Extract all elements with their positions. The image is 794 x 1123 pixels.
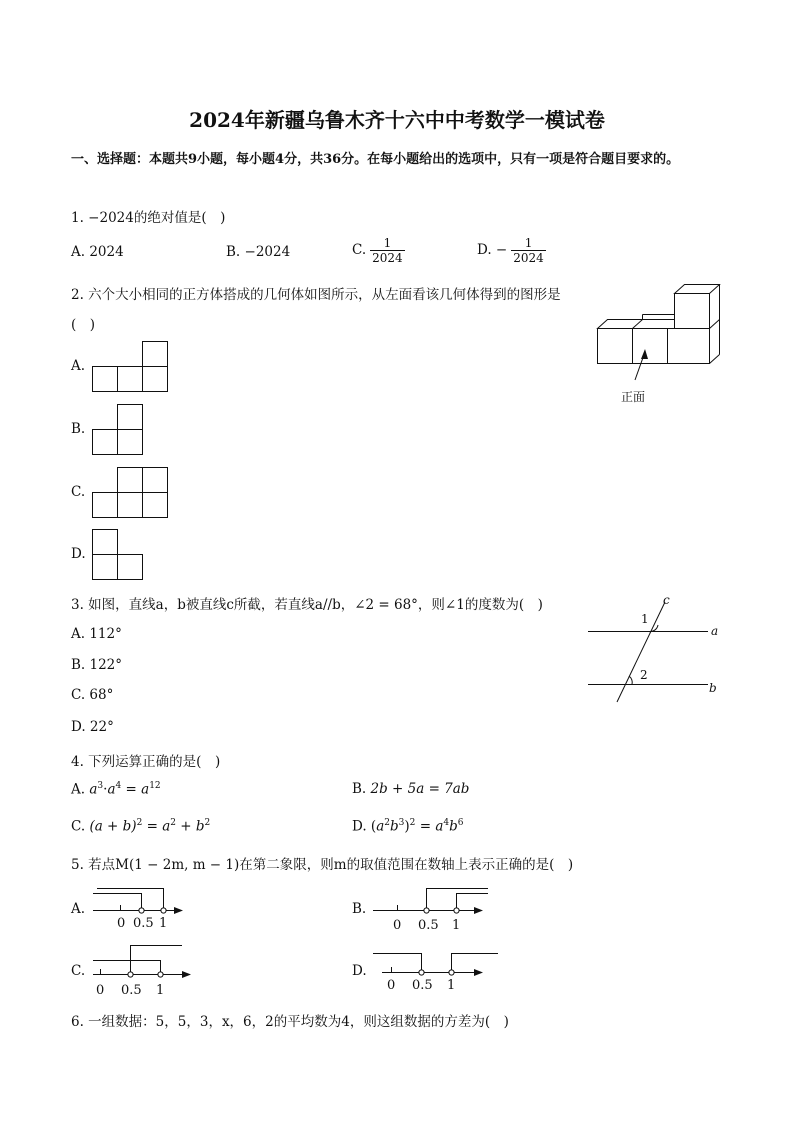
arrow-head-icon — [474, 907, 483, 914]
q5c-tick-05: 0.5 — [121, 983, 142, 996]
q3-parallel-lines-figure — [585, 594, 725, 706]
q4-a-exp: 12 — [149, 781, 161, 791]
page-title: 2024年新疆乌鲁木齐十六中中考数学一模试卷 — [189, 108, 605, 132]
q3-angle-1-label: 1 — [641, 612, 649, 626]
q5d-tick-1: 1 — [447, 978, 456, 993]
q2-option-b-label: B. — [71, 421, 86, 437]
q2-option-d-figure — [90, 526, 146, 582]
arrow-head-icon — [474, 969, 483, 976]
q4-a-exp: 4 — [115, 781, 122, 791]
q1-option-a: A. 2024 — [71, 244, 124, 260]
q4-option-b — [352, 781, 469, 797]
q4-d-exp: 6 — [457, 818, 464, 828]
q3-option-b: B. 122° — [71, 657, 123, 673]
q1-option-b: B. −2024 — [226, 244, 291, 260]
q5b-tick-05: 0.5 — [418, 918, 439, 932]
q5d-tick-05: 0.5 — [412, 978, 433, 993]
q4-c-exp: 2 — [136, 818, 143, 828]
q2-option-a-label: A. — [71, 358, 86, 374]
q4-option-c-label: C. — [71, 818, 86, 835]
q5b-tick-1: 1 — [452, 918, 461, 932]
q2-front-label: 正面 — [621, 390, 646, 404]
q4-c-rhs: = a — [142, 818, 171, 835]
q1-c-numerator: 1 — [370, 236, 405, 251]
q5b-tick-0: 0 — [393, 918, 402, 932]
q5a-tick-05: 0.5 — [133, 916, 154, 931]
q3-label-a: a — [711, 624, 719, 638]
q1-option-c-label: C. — [352, 242, 367, 258]
q2-option-a-figure — [90, 338, 172, 394]
q5a-tick-1: 1 — [159, 916, 168, 931]
q3-option-d: D. 22° — [71, 719, 114, 735]
q5c-tick-1: 1 — [156, 983, 165, 996]
question-6-stem: 6. 一组数据：5，5，3，x，6，2的平均数为4，则这组数据的方差为( ) — [71, 1014, 509, 1030]
arrow-head-icon — [182, 971, 191, 978]
q2-option-d-label: D. — [71, 546, 86, 562]
q4-c-rhs: + b — [175, 818, 205, 835]
question-3-stem: 3. 如图，直线a，b被直线c所截，若直线a//b，∠2 = 68°，则∠1的度数为( ) — [71, 597, 543, 613]
q5-option-b-label: B. — [352, 901, 367, 917]
q4-c-exp: 2 — [204, 818, 211, 828]
q4-option-c — [71, 818, 210, 835]
q2-cube-figure — [590, 280, 730, 410]
q5-option-a-label: A. — [71, 901, 86, 917]
question-5-stem: 5. 若点M(1 − 2m, m − 1)在第二象限，则m的取值范围在数轴上表示正确的是( ) — [71, 857, 574, 873]
q3-label-b: b — [709, 681, 717, 695]
q5-option-c-numberline — [90, 942, 200, 996]
q2-option-c-label: C. — [71, 484, 86, 500]
q5-option-a-numberline — [90, 882, 200, 932]
q2-option-c-figure — [90, 464, 172, 520]
q1-option-d-fraction — [511, 236, 546, 265]
q1-d-denominator: 2024 — [513, 251, 544, 265]
q4-d-exp: 2 — [384, 818, 390, 828]
question-2-paren: ( ) — [71, 317, 96, 333]
q2-option-b-figure — [90, 401, 146, 457]
q3-label-c: c — [663, 594, 670, 607]
q4-c-lhs: (a + b) — [89, 818, 137, 835]
q5-option-d-numberline — [370, 944, 510, 994]
q1-option-d-label: D. − — [477, 242, 508, 258]
question-2-stem: 2. 六个大小相同的正方体搭成的几何体如图所示，从左面看该几何体得到的图形是 — [71, 287, 561, 303]
q4-option-b-expr: 2b + 5a = 7ab — [370, 781, 470, 797]
q4-option-a-label: A. — [71, 781, 86, 798]
q5-option-d-label: D. — [352, 963, 367, 979]
q1-option-d — [477, 236, 546, 265]
q4-option-a: A. $a^3\cdot a^4 = a^{12}$ — [71, 781, 161, 798]
q4-option-b-label: B. — [352, 781, 367, 797]
q4-option-d: D. $(a^2b^3)^2 = a^4b^6$ — [352, 818, 464, 835]
q4-option-d-label: D. — [352, 818, 367, 835]
q5d-tick-0: 0 — [387, 978, 396, 993]
q4-d-exp: 2 — [409, 818, 416, 828]
arrow-head-icon — [174, 907, 183, 914]
q3-option-a: A. 112° — [71, 626, 122, 642]
q1-c-denominator: 2024 — [372, 251, 403, 265]
q1-option-c-fraction — [370, 236, 405, 265]
section-header: 一、选择题：本题共9小题，每小题4分，共36分。在每小题给出的选项中，只有一项是符合题目要求的。 — [71, 152, 680, 167]
q5a-tick-0: 0 — [117, 916, 126, 931]
q5-option-c-label: C. — [71, 963, 86, 979]
q5c-tick-0: 0 — [96, 983, 105, 996]
q3-option-c: C. 68° — [71, 687, 114, 703]
q4-d-exp: 4 — [443, 818, 450, 828]
q3-angle-2-label: 2 — [640, 668, 648, 682]
q4-a-exp: 3 — [97, 781, 104, 791]
question-1-stem: 1. −2024的绝对值是( ) — [71, 210, 226, 226]
q5-option-b-numberline — [370, 882, 510, 932]
q4-c-exp: 2 — [170, 818, 176, 828]
question-4-stem: 4. 下列运算正确的是( ) — [71, 754, 221, 770]
q1-option-c — [352, 236, 405, 265]
arrow-head-icon — [641, 349, 648, 359]
q1-d-numerator: 1 — [511, 236, 546, 251]
q4-d-exp: 3 — [398, 818, 405, 828]
